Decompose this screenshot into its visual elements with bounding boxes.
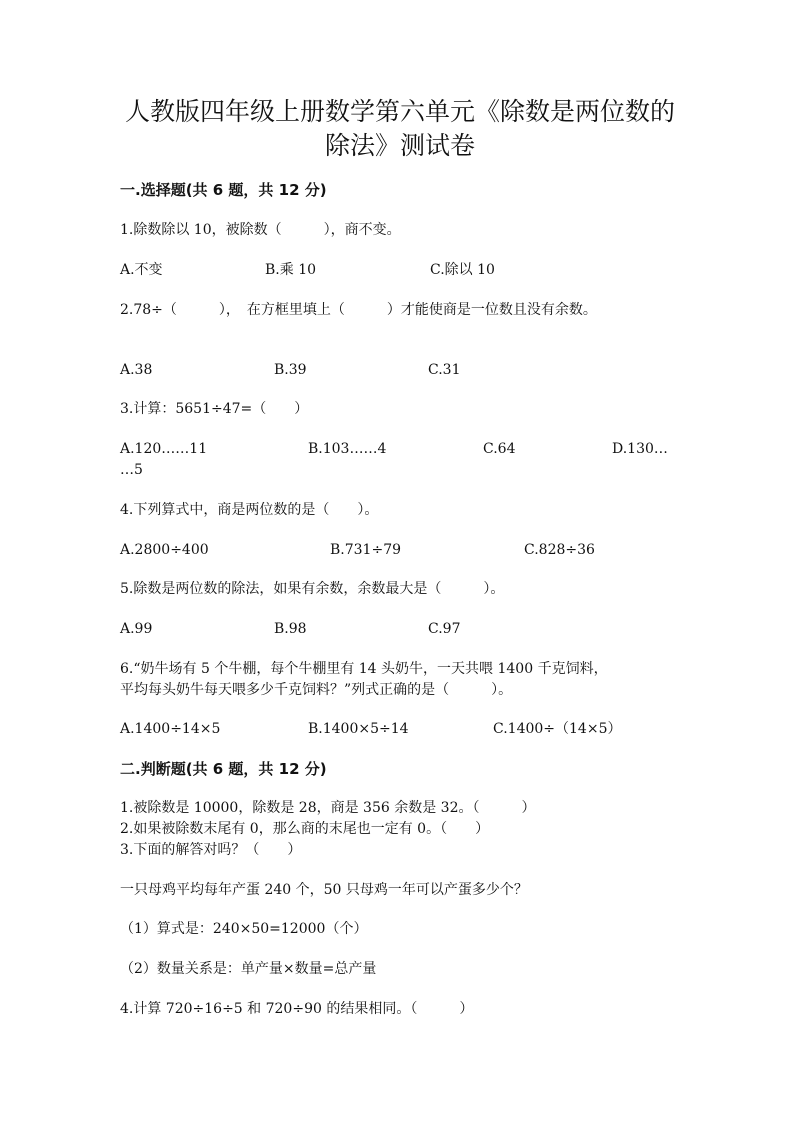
- question-5-option-a: A.99: [120, 621, 153, 637]
- question-2-text: 2.78÷（ ）， 在方框里填上（ ）才能使商是一位数且没有余数。: [120, 302, 597, 318]
- question-6-option-a: A.1400÷14×5: [120, 721, 221, 737]
- judgment-3-problem: 一只母鸡平均每年产蛋 240 个，50 只母鸡一年可以产蛋多少个？: [120, 882, 528, 898]
- question-1-text: 1.除数除以 10，被除数（ ），商不变。: [120, 222, 401, 238]
- question-5-text: 5.除数是两位数的除法，如果有余数，余数最大是（ ）。: [120, 581, 505, 597]
- question-4-option-c: C.828÷36: [524, 542, 595, 558]
- question-3-option-d: D.130…: [612, 441, 668, 457]
- judgment-3-step-2: （2）数量关系是：单产量×数量=总产量: [120, 961, 377, 977]
- question-6-option-b: B.1400×5÷14: [308, 721, 409, 737]
- page-title-line-1: 人教版四年级上册数学第六单元《除数是两位数的: [124, 97, 675, 126]
- question-5-option-c: C.97: [428, 621, 461, 637]
- section-heading-choice: 一.选择题(共 6 题，共 12 分): [120, 181, 327, 199]
- question-5-option-b: B.98: [274, 621, 307, 637]
- question-3-option-c: C.64: [483, 441, 516, 457]
- judgment-3-text: 3.下面的解答对吗？（ ）: [120, 842, 302, 858]
- question-3-option-d-continued: …5: [120, 462, 143, 478]
- page-title-line-2: 除法》测试卷: [324, 131, 475, 160]
- question-6-text-line-1: 6.“奶牛场有 5 个牛棚，每个牛棚里有 14 头奶牛，一天共喂 1400 千克饲料，: [120, 661, 608, 677]
- judgment-2-text: 2.如果被除数末尾有 0，那么商的末尾也一定有 0。（ ）: [120, 821, 490, 837]
- question-2-option-c: C.31: [428, 362, 461, 378]
- question-4-option-a: A.2800÷400: [120, 542, 209, 558]
- question-1-option-c: C.除以 10: [430, 262, 495, 278]
- question-1-option-b: B.乘 10: [265, 262, 317, 278]
- question-4-option-b: B.731÷79: [330, 542, 402, 558]
- question-3-option-b: B.103……4: [308, 441, 387, 457]
- judgment-3-step-1: （1）算式是：240×50=12000（个）: [120, 921, 368, 937]
- question-6-option-c: C.1400÷（14×5）: [493, 721, 622, 737]
- question-3-text: 3.计算：5651÷47=（ ）: [120, 401, 309, 417]
- question-2-option-b: B.39: [274, 362, 307, 378]
- judgment-1-text: 1.被除数是 10000，除数是 28，商是 356 余数是 32。（ ）: [120, 800, 536, 816]
- question-4-text: 4.下列算式中，商是两位数的是（ ）。: [120, 502, 379, 518]
- question-2-option-a: A.38: [120, 362, 153, 378]
- question-1-option-a: A.不变: [120, 262, 163, 278]
- question-3-option-a: A.120……11: [120, 441, 208, 457]
- judgment-4-text: 4.计算 720÷16÷5 和 720÷90 的结果相同。（ ）: [120, 1001, 474, 1017]
- question-6-text-line-2: 平均每头奶牛每天喂多少千克饲料？”列式正确的是（ ）。: [120, 682, 513, 698]
- section-heading-judgment: 二.判断题(共 6 题，共 12 分): [120, 760, 327, 778]
